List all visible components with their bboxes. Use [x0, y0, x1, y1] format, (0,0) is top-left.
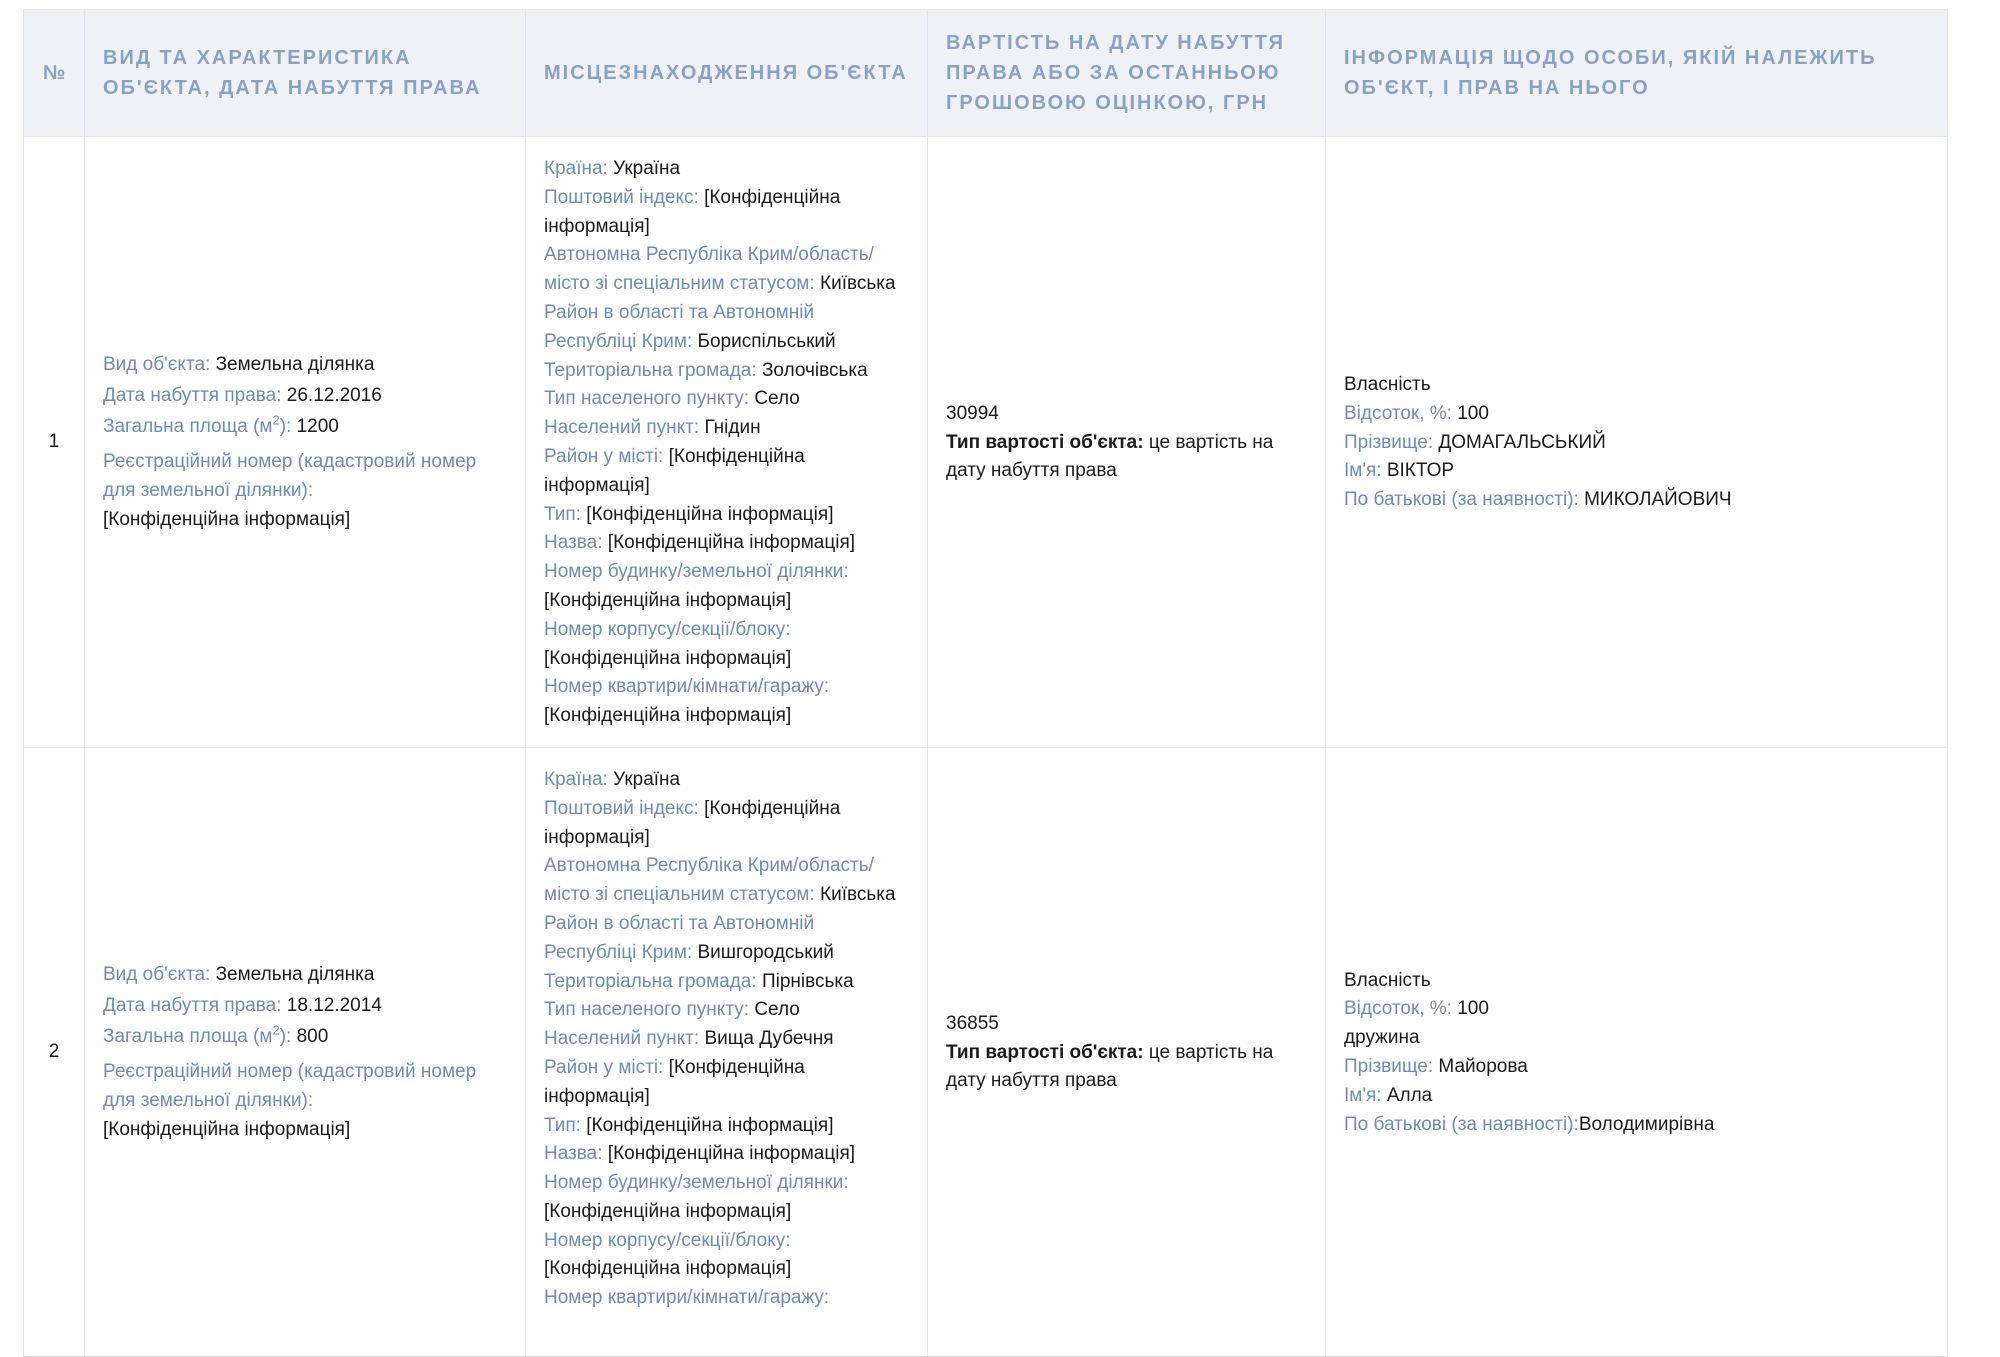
value-amount: 30994 — [946, 402, 999, 424]
area-value: 800 — [296, 1025, 329, 1047]
percent-value: 100 — [1457, 998, 1489, 1020]
header-number: № — [24, 10, 85, 137]
date-value: 26.12.2016 — [286, 384, 382, 406]
street-type-label: Тип: — [544, 1114, 587, 1136]
row-number: 1 — [24, 137, 85, 748]
city-district-value: [Конфіденційна — [668, 1056, 805, 1078]
house-label: Номер будинку/земельної ділянки: — [544, 561, 849, 583]
postal-value: [Конфіденційна — [704, 797, 841, 819]
region-label-cont: місто зі спеціальним статусом: — [544, 884, 821, 906]
patronymic-label: По батькові (за наявності): — [1344, 1113, 1579, 1135]
percent-value: 100 — [1457, 402, 1489, 424]
building-label: Номер корпусу/секції/блоку: — [544, 618, 791, 640]
date-label: Дата набуття права: — [103, 384, 287, 406]
city-district-value-cont: інформація] — [544, 1085, 650, 1107]
area-value: 1200 — [296, 415, 339, 437]
building-value: [Конфіденційна інформація] — [544, 1258, 792, 1280]
owner-cell — [1326, 137, 1948, 748]
community-label: Територіальна громада: — [544, 359, 762, 381]
date-label: Дата набуття права: — [103, 994, 287, 1016]
value-type-value: це вартість на — [1143, 431, 1274, 453]
settlement-type-value: Село — [754, 388, 800, 410]
community-value: Золочівська — [761, 359, 868, 381]
district-label: Район в області та Автономній — [544, 912, 815, 934]
percent-label: Відсоток, %: — [1344, 998, 1458, 1020]
real-estate-table — [23, 9, 1948, 1357]
patronymic-value: МИКОЛАЙОВИЧ — [1578, 489, 1732, 511]
value-type-value: це вартість на — [1143, 1041, 1274, 1063]
building-value: [Конфіденційна інформація] — [544, 647, 792, 669]
value-amount: 36855 — [946, 1012, 999, 1034]
city-district-label: Район у місті: — [544, 1056, 669, 1078]
table-row — [24, 137, 1948, 748]
apartment-value: [Конфіденційна інформація] — [544, 705, 792, 727]
street-type-label: Тип: — [544, 503, 587, 525]
declaration-table-container — [23, 9, 1947, 1357]
district-value: Вишгородський — [697, 941, 834, 963]
street-name-value: [Конфіденційна інформація] — [607, 1143, 856, 1165]
community-value: Пірнівська — [761, 970, 854, 992]
percent-label: Відсоток, %: — [1344, 402, 1458, 424]
table-header-row — [24, 10, 1948, 137]
settlement-type-label: Тип населеного пункту: — [544, 999, 755, 1021]
value-type-value-cont: дату набуття права — [946, 1070, 1117, 1092]
city-district-label: Район у місті: — [544, 445, 669, 467]
street-name-label: Назва: — [544, 1143, 608, 1165]
settlement-type-value: Село — [754, 999, 800, 1021]
object-cell — [85, 137, 526, 748]
object-type-value: Земельна ділянка — [215, 964, 375, 986]
district-label: Район в області та Автономній — [544, 301, 815, 323]
object-type-label: Вид об'єкта: — [103, 964, 216, 986]
patronymic-value: Володимирівна — [1578, 1113, 1715, 1135]
city-district-value-cont: інформація] — [544, 474, 650, 496]
value-cell — [928, 747, 1326, 1356]
patronymic-label: По батькові (за наявності): — [1344, 489, 1579, 511]
settlement-value: Вища Дубечня — [704, 1028, 834, 1050]
settlement-value: Гнідин — [704, 417, 761, 439]
relation-value: дружина — [1344, 1027, 1420, 1049]
reg-number-label: Реєстраційний номер (кадастровий номер для земельної ділянки): — [103, 451, 477, 502]
header-value: ВАРТІСТЬ НА ДАТУ НАБУТТЯ ПРАВА АБО ЗА ОСТАННЬОЮ ГРОШОВОЮ ОЦІНКОЮ, ГРН — [928, 10, 1326, 137]
area-label: Загальна площа $(м^2)$: — [103, 1022, 297, 1047]
street-type-value: [Конфіденційна інформація] — [586, 503, 834, 525]
date-value: 18.12.2014 — [286, 994, 382, 1016]
name-value: ВІКТОР — [1386, 460, 1455, 482]
object-cell — [85, 747, 526, 1356]
reg-number-value: [Конфіденційна інформація] — [103, 1119, 351, 1141]
community-label: Територіальна громада: — [544, 970, 762, 992]
house-value: [Конфіденційна інформація] — [544, 1200, 792, 1222]
country-value: Україна — [613, 768, 681, 790]
object-type-value: Земельна ділянка — [215, 354, 375, 376]
surname-value: Майорова — [1438, 1055, 1528, 1077]
country-label: Країна: — [544, 768, 614, 790]
reg-number-value: [Конфіденційна інформація] — [103, 509, 351, 531]
postal-value-cont: інформація] — [544, 826, 650, 848]
header-object: ВИД ТА ХАРАКТЕРИСТИКА ОБ'ЄКТА, ДАТА НАБУТТЯ ПРАВА — [85, 10, 526, 137]
postal-value: [Конфіденційна — [704, 186, 841, 208]
name-label: Ім'я: — [1344, 460, 1387, 482]
street-name-label: Назва: — [544, 532, 608, 554]
street-type-value: [Конфіденційна інформація] — [586, 1114, 834, 1136]
building-label: Номер корпусу/секції/блоку: — [544, 1229, 791, 1251]
right-type: Власність — [1344, 969, 1431, 991]
country-label: Країна: — [544, 158, 614, 179]
house-label: Номер будинку/земельної ділянки: — [544, 1172, 849, 1194]
header-location: МІСЦЕЗНАХОДЖЕННЯ ОБ'ЄКТА — [526, 10, 928, 137]
district-value: Бориспільський — [697, 330, 836, 352]
settlement-label: Населений пункт: — [544, 1028, 705, 1050]
object-type-label: Вид об'єкта: — [103, 354, 216, 376]
location-cell — [526, 137, 928, 748]
region-label: Автономна Республіка Крим/область/ — [544, 855, 874, 877]
surname-value: ДОМАГАЛЬСЬКИЙ — [1438, 431, 1606, 453]
name-label: Ім'я: — [1344, 1084, 1387, 1106]
region-value: Київська — [820, 273, 896, 295]
value-cell — [928, 137, 1326, 748]
city-district-value: [Конфіденційна — [668, 445, 805, 467]
name-value: Алла — [1386, 1084, 1433, 1106]
table-row — [24, 747, 1948, 1356]
value-type-label: Тип вартості об'єкта: — [946, 431, 1144, 453]
value-type-label: Тип вартості об'єкта: — [946, 1041, 1144, 1063]
right-type: Власність — [1344, 373, 1431, 395]
surname-label: Прізвище: — [1344, 431, 1439, 453]
settlement-type-label: Тип населеного пункту: — [544, 388, 755, 410]
postal-label: Поштовий індекс: — [544, 186, 705, 208]
district-label-cont: Республіці Крим: — [544, 330, 698, 352]
apartment-label: Номер квартири/кімнати/гаражу: — [544, 676, 830, 698]
value-type-value-cont: дату набуття права — [946, 460, 1117, 482]
country-value: Україна — [613, 158, 681, 179]
region-value: Київська — [820, 884, 896, 906]
location-cell — [526, 747, 928, 1356]
row-number: 2 — [24, 747, 85, 1356]
settlement-label: Населений пункт: — [544, 417, 705, 439]
region-label: Автономна Республіка Крим/область/ — [544, 244, 874, 266]
apartment-label: Номер квартири/кімнати/гаражу: — [544, 1287, 830, 1309]
header-owner: ІНФОРМАЦІЯ ЩОДО ОСОБИ, ЯКІЙ НАЛЕЖИТЬ ОБ'ЄКТ, І ПРАВ НА НЬОГО — [1326, 10, 1948, 137]
owner-cell — [1326, 747, 1948, 1356]
reg-number-label: Реєстраційний номер (кадастровий номер для земельної ділянки): — [103, 1061, 477, 1112]
house-value: [Конфіденційна інформація] — [544, 589, 792, 611]
street-name-value: [Конфіденційна інформація] — [607, 532, 856, 554]
postal-label: Поштовий індекс: — [544, 797, 705, 819]
area-label: Загальна площа $(м^2)$: — [103, 412, 297, 437]
surname-label: Прізвище: — [1344, 1055, 1439, 1077]
region-label-cont: місто зі спеціальним статусом: — [544, 273, 821, 295]
district-label-cont: Республіці Крим: — [544, 941, 698, 963]
postal-value-cont: інформація] — [544, 215, 650, 237]
